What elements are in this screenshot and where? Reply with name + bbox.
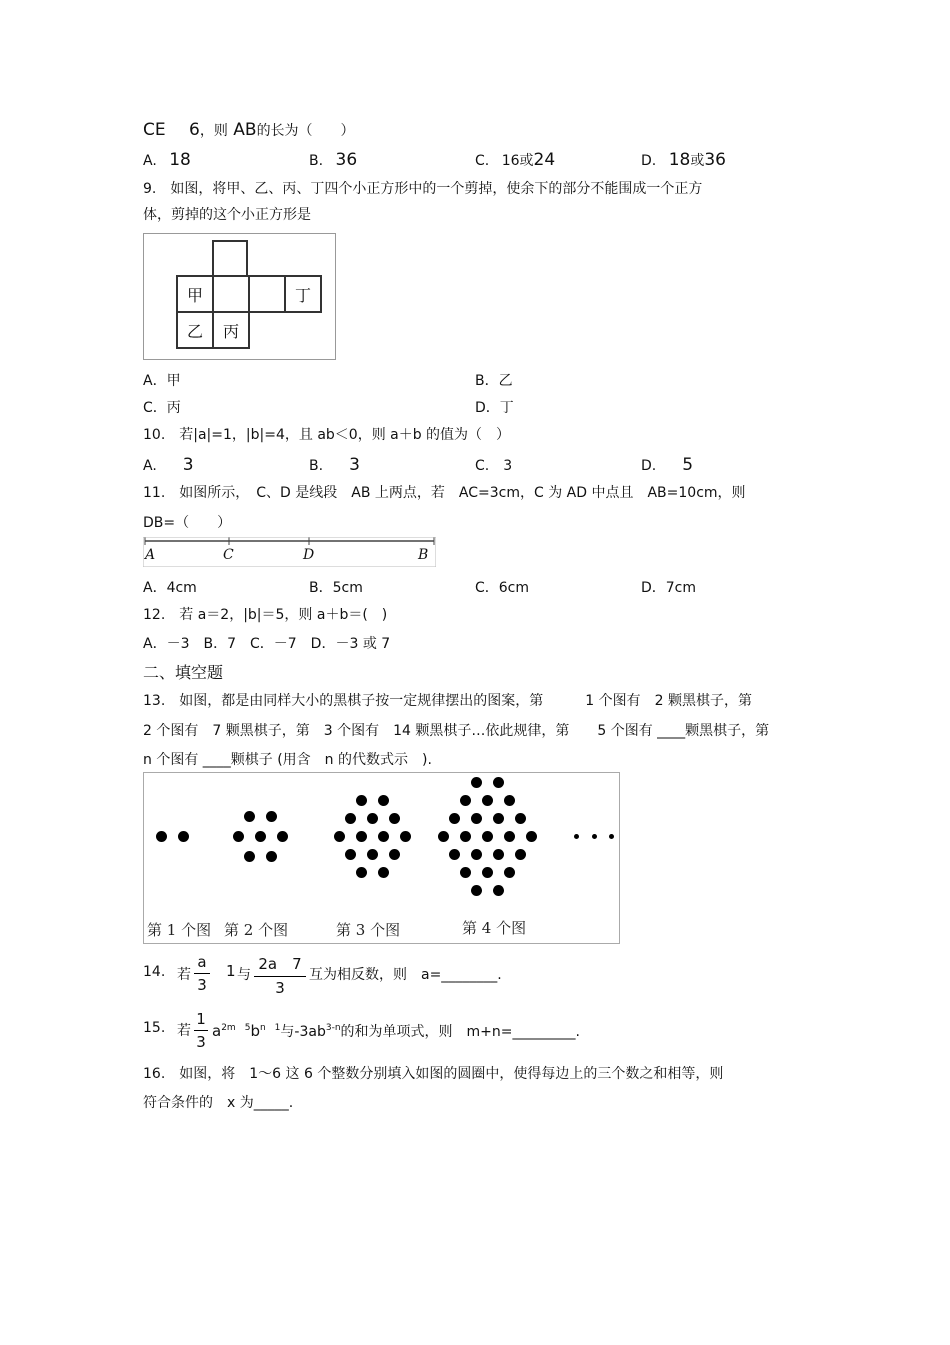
q8-value: 6 (189, 120, 200, 140)
chess-piece (438, 831, 449, 842)
chess-piece (244, 811, 255, 822)
chess-piece (493, 777, 504, 788)
q14-fraction-1 (194, 953, 210, 994)
chess-piece (449, 813, 460, 824)
figure-2-label: 第 2 个图 (224, 921, 289, 939)
q9-line2: 体，剪掉的这个小正方形是 (143, 207, 311, 223)
q15-tail: 的和为单项式，则 m+n=_________. (340, 1024, 580, 1040)
chess-piece (266, 811, 277, 822)
chess-piece (367, 813, 378, 824)
chess-piece (345, 849, 356, 860)
figure-3-label: 第 3 个图 (336, 921, 401, 939)
q13-pattern-figure (143, 772, 620, 944)
q8-tail (143, 120, 355, 140)
q10-option-b: B. 3 (309, 455, 360, 475)
q9-net-figure (143, 233, 336, 360)
q13-line2: 2 个图有 7 颗黑棋子，第 3 个图有 14 颗黑棋子…依此规律，第 5 个图有 ____颗黑棋子，第 (143, 723, 770, 739)
q15-fraction (194, 1010, 208, 1051)
chess-piece (178, 831, 189, 842)
q11-option-d: D．7cm (641, 580, 697, 596)
fraction-numerator: a (197, 953, 207, 971)
q13-line3: n 个图有 ____颗棋子 (用含 n 的代数式示 ). (143, 752, 432, 768)
chess-piece (460, 831, 471, 842)
fraction-denominator: 3 (196, 1033, 206, 1051)
q9-line1: 9. 如图，将甲、乙、丙、丁四个小正方形中的一个剪掉，使余下的部分不能围成一个正方 (143, 181, 703, 197)
chess-piece (471, 777, 482, 788)
chess-piece (356, 831, 367, 842)
q12-text: 12. 若 a＝2，|b|＝5，则 a＋b＝( ) (143, 607, 388, 623)
q14-tail: 互为相反数，则 a=________. (309, 967, 502, 983)
q11-option-a: A．4cm (143, 580, 197, 596)
q15-mid: 与-3ab (280, 1024, 326, 1040)
chess-piece (367, 849, 378, 860)
q16-line2: 符合条件的 x 为_____. (143, 1095, 294, 1111)
q9-option-b: B．乙 (475, 373, 513, 389)
chess-piece (233, 831, 244, 842)
q14-ruo: 若 (177, 967, 191, 983)
q15-number: 15. (143, 1020, 166, 1036)
net-square-jia: 甲 (176, 275, 214, 313)
base-b: b (250, 1022, 260, 1040)
fraction-bar (194, 1030, 208, 1031)
q12-options: A．－3 B．7 C．－7 D．－3 或 7 (143, 636, 391, 652)
chess-piece (334, 831, 345, 842)
chess-piece (389, 849, 400, 860)
exponent-a: 2m 5 (221, 1023, 251, 1033)
chess-piece (244, 851, 255, 862)
q8-option-c: C. 16或24 (475, 150, 556, 170)
exponent-b2: 3-n (325, 1023, 341, 1033)
chess-piece (515, 813, 526, 824)
chess-piece (400, 831, 411, 842)
q15-ruo: 若 (177, 1023, 191, 1039)
q8-ce: CE (143, 120, 166, 140)
q10-option-a: A. 3 (143, 455, 194, 475)
fraction-bar (254, 976, 306, 977)
q8-ab: AB (233, 120, 257, 140)
chess-piece (504, 831, 515, 842)
q14-yu: 与 (237, 967, 251, 983)
section-title: 二、填空题 (143, 663, 224, 682)
q16-line1: 16. 如图，将 1～6 这 6 个整数分别填入如图的圆圈中，使得每边上的三个数之和相等，则 (143, 1066, 724, 1082)
net-square-right (248, 275, 286, 313)
chess-piece (345, 813, 356, 824)
chess-piece (378, 795, 389, 806)
chess-piece (266, 851, 277, 862)
fraction-denominator: 3 (197, 976, 207, 994)
chess-piece (389, 813, 400, 824)
fraction-numerator: 1 (196, 1010, 206, 1028)
chess-piece (460, 795, 471, 806)
chess-piece (504, 795, 515, 806)
q8-option-a: A. 18 (143, 150, 191, 170)
q11-option-b: B．5cm (309, 580, 363, 596)
q11-line1: 11. 如图所示， C、D 是线段 AB 上两点，若 AC=3cm，C 为 AD 中点且 AB=10cm，则 (143, 485, 746, 501)
q8-text: ，则 (199, 123, 228, 139)
chess-piece (449, 849, 460, 860)
chess-piece (526, 831, 537, 842)
ellipsis-dot (592, 834, 597, 839)
fraction-numerator: 2a 7 (258, 955, 302, 973)
q14-fraction-2 (254, 953, 306, 997)
net-square-yi: 乙 (176, 311, 214, 349)
chess-piece (378, 831, 389, 842)
net-square-top (212, 240, 248, 277)
point-a-label: A (145, 547, 156, 563)
q8-option-b: B. 36 (309, 150, 358, 170)
q10-option-d: D. 5 (641, 455, 694, 475)
q10-option-c: C. 3 (475, 458, 513, 474)
q14-number: 14. (143, 964, 166, 980)
chess-piece (378, 867, 389, 878)
q15-term (212, 1020, 580, 1041)
fraction-denominator: 3 (275, 979, 285, 997)
chess-piece (482, 795, 493, 806)
chess-piece (356, 867, 367, 878)
q9-option-c: C．丙 (143, 400, 181, 416)
net-square-bing: 丙 (212, 311, 250, 349)
chess-piece (471, 885, 482, 896)
chess-piece (493, 885, 504, 896)
q10-text: 10. 若|a|=1，|b|=4，且 ab＜0，则 a＋b 的值为（ ） (143, 427, 511, 443)
ellipsis-dot (574, 834, 579, 839)
q11-segment-figure (143, 537, 436, 567)
q11-line2: DB=（ ） (143, 515, 232, 531)
fraction-bar (194, 973, 210, 974)
chess-piece (515, 849, 526, 860)
q9-option-d: D．丁 (475, 400, 514, 416)
figure-4-label: 第 4 个图 (462, 919, 527, 937)
chess-piece (471, 813, 482, 824)
q8-text2: 的长为（ ） (256, 123, 355, 139)
chess-piece (493, 813, 504, 824)
chess-piece (255, 831, 266, 842)
chess-piece (471, 849, 482, 860)
q13-line1: 13. 如图，都是由同样大小的黑棋子按一定规律摆出的图案，第 1 个图有 2 颗黑棋子，第 (143, 693, 752, 709)
chess-piece (356, 795, 367, 806)
figure-1-label: 第 1 个图 (147, 921, 212, 939)
chess-piece (156, 831, 167, 842)
q8-option-d: D. 18或36 (641, 150, 726, 170)
chess-piece (482, 867, 493, 878)
chess-piece (493, 849, 504, 860)
chess-piece (277, 831, 288, 842)
base-a: a (212, 1022, 222, 1040)
net-square-middle (212, 275, 250, 313)
q14-one: 1 (226, 962, 236, 980)
chess-piece (482, 831, 493, 842)
segment-diagram (143, 537, 436, 567)
point-c-label: C (223, 547, 234, 563)
q11-option-c: C．6cm (475, 580, 530, 596)
point-b-label: B (418, 547, 429, 563)
chess-piece (504, 867, 515, 878)
exponent-b: n 1 (259, 1023, 281, 1033)
point-d-label: D (303, 547, 315, 563)
net-square-ding: 丁 (284, 275, 322, 313)
q9-option-a: A．甲 (143, 373, 181, 389)
chess-piece (460, 867, 471, 878)
ellipsis-dot (609, 834, 614, 839)
